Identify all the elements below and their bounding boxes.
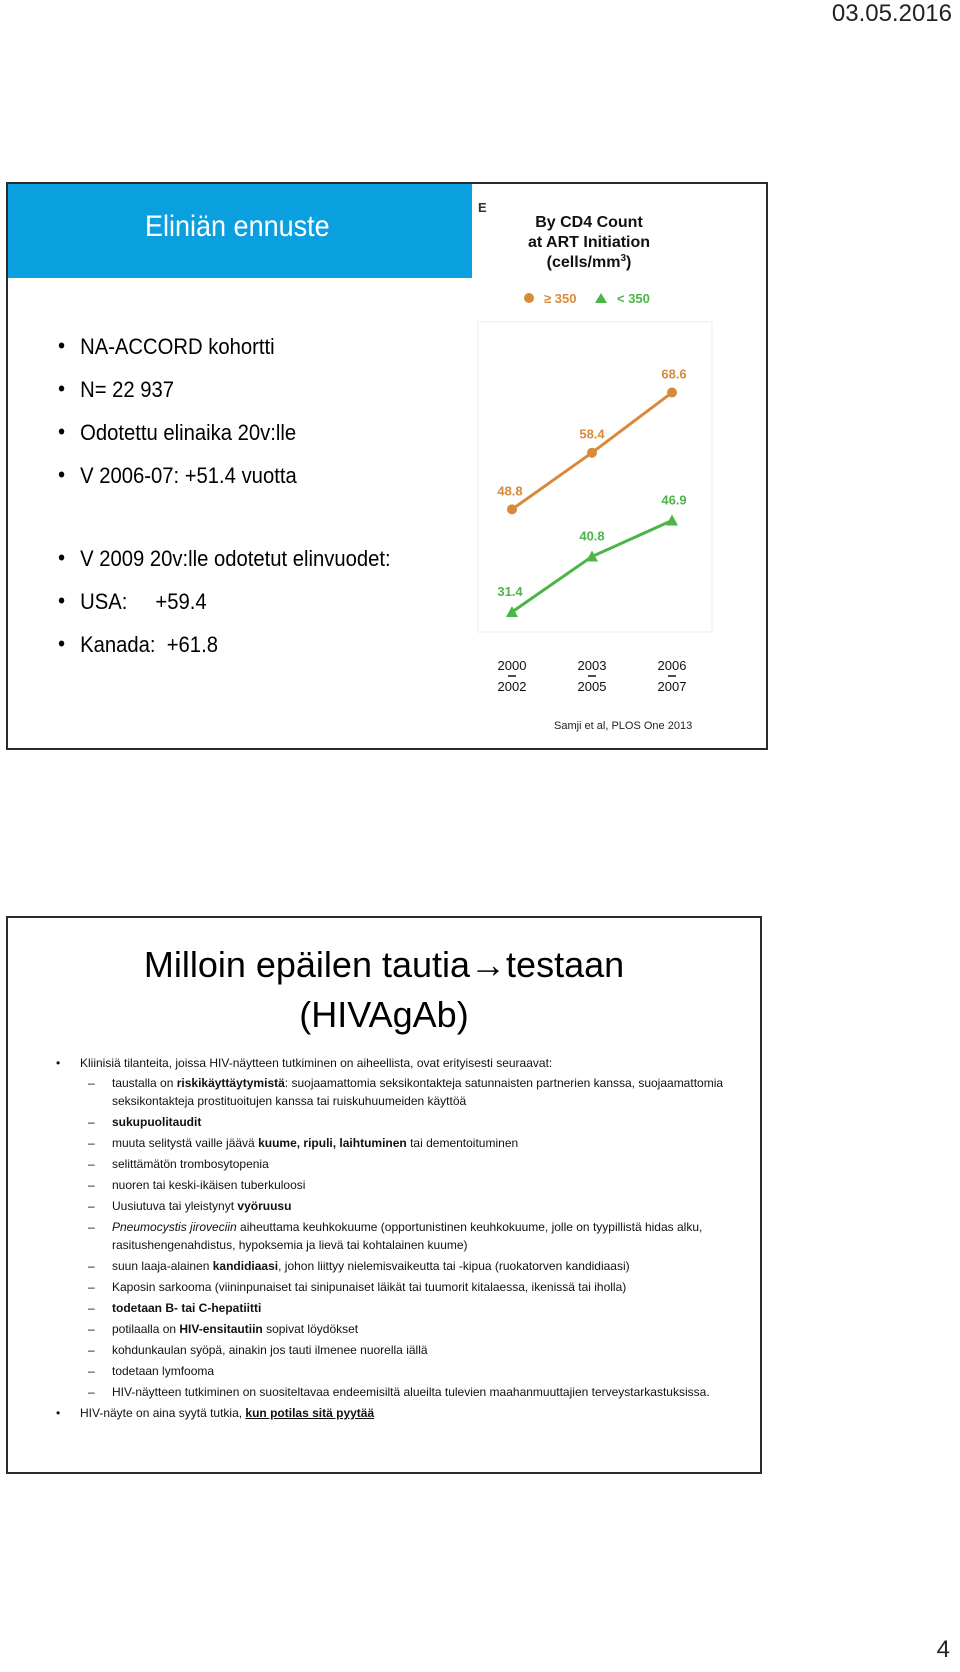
title-part-3: (HIVAgAb) [299, 994, 469, 1035]
bullet-item: • Kanada: +61.8 [58, 632, 391, 675]
slide-title: Eliniän ennuste [145, 210, 330, 243]
sub-item-text: potilaalla on [112, 1322, 180, 1336]
slide-title [8, 940, 760, 1040]
bullet-item: • V 2006-07: +51.4 vuotta [58, 463, 391, 506]
sub-item [80, 1074, 732, 1110]
sub-item-bold: vyöruusu [237, 1199, 292, 1213]
chart-title-unit-prefix: (cells/mm [546, 254, 621, 271]
bullet-item: • Odotettu elinaika 20v:lle [58, 420, 391, 463]
chart-title-unit-sup: 3 [620, 253, 627, 264]
page-number: 4 [936, 1636, 950, 1663]
sub-item-bold: HIV-ensitautiin [179, 1322, 263, 1336]
sub-item-bold: kandidiaasi [212, 1259, 279, 1273]
category-tick-label: 2000 [497, 658, 527, 673]
list-item-intro [52, 1054, 732, 1401]
slide-when-to-test [6, 916, 762, 1474]
sub-item-text: suun laaja-alainen [112, 1259, 213, 1273]
legend-label-ge350: ≥ 350 [544, 291, 577, 306]
sub-item [80, 1113, 732, 1131]
life-expectancy-chart [472, 200, 762, 745]
sub-item-italic: Pneumocystis jiroveciin [112, 1220, 237, 1234]
arrow-icon: → [470, 944, 507, 985]
category-tick-label: 2007 [657, 679, 687, 694]
data-label: 40.8 [579, 528, 605, 544]
category-tick-label: 2002 [497, 679, 527, 694]
sub-item [80, 1320, 732, 1338]
data-label: 48.8 [497, 483, 523, 499]
sub-item: – selittämätön trombosytopenia [80, 1155, 732, 1173]
chart-title-line-2: at ART Initiation [527, 234, 651, 251]
chart-svg [472, 200, 762, 720]
sub-item-text: taustalla on [112, 1076, 177, 1090]
chart-title-line-3 [547, 253, 632, 271]
sub-item [80, 1218, 732, 1254]
sub-item-text: Uusiutuva tai yleistynyt [112, 1199, 238, 1213]
data-point [507, 504, 517, 514]
bullet-item: • N= 22 937 [58, 377, 391, 420]
last-text: HIV-näyte on aina syytä tutkia, [80, 1406, 246, 1420]
sub-item-text: sopivat löydökset [262, 1322, 359, 1336]
indication-list [52, 1054, 732, 1422]
bullet-item: • USA: +59.4 [58, 589, 391, 632]
data-label: 31.4 [497, 584, 523, 599]
data-point [667, 388, 677, 398]
data-label: 58.4 [579, 426, 605, 442]
data-label: 68.6 [661, 366, 687, 382]
sub-item [80, 1134, 732, 1152]
chart-title-unit-suffix: ) [626, 254, 632, 271]
sub-item [80, 1299, 732, 1317]
category-tick-label: 2003 [577, 658, 607, 673]
title-part-1: Milloin epäilen tautia [143, 944, 471, 985]
sub-item-bold: kuume, ripuli, laihtuminen [258, 1136, 407, 1150]
data-label: 46.9 [661, 492, 687, 508]
sub-item-text: : suojaamattomia seksikontakteja satunnaisten partnerien kanssa, suojaamattomia seksikontakteja prostituoitujen kanssa tai ruiskuhuumeiden käyttöä [112, 1076, 724, 1108]
page-date: 03.05.2016 [831, 0, 952, 27]
slide-title-bar [8, 184, 472, 278]
panel-letter: E [478, 200, 487, 215]
sub-item: – nuoren tai keski-ikäisen tuberkuloosi [80, 1176, 732, 1194]
legend-label-lt350: < 350 [617, 291, 650, 306]
sub-item: – todetaan lymfooma [80, 1362, 732, 1380]
list-item-last [52, 1404, 732, 1422]
last-text-emphasis: kun potilas sitä pyytää [245, 1406, 375, 1420]
sub-item-bold: riskikäyttäytymistä [176, 1076, 285, 1090]
chart-title-line-1: By CD4 Count [535, 214, 643, 231]
sub-item-text: , johon liittyy nielemisvaikeutta tai -kipua (ruokatorven kandidiaasi) [278, 1259, 630, 1273]
legend-marker-lt350 [595, 293, 607, 303]
intro-text: Kliinisiä tilanteita, joissa HIV-näytteen tutkiminen on aiheellista, ovat erityisesti seuraavat: [80, 1056, 553, 1070]
bullet-item: • NA-ACCORD kohortti [58, 334, 391, 377]
sub-item-text: muuta selitystä vaille jäävä [112, 1136, 259, 1150]
category-tick-label: 2006 [657, 658, 687, 673]
sub-item-text: tai dementoituminen [406, 1136, 519, 1150]
sub-list [80, 1074, 732, 1401]
sub-item [80, 1197, 732, 1215]
title-part-2: testaan [506, 944, 625, 985]
data-point [587, 448, 597, 458]
sub-item: – kohdunkaulan syöpä, ainakin jos tauti ilmenee nuorella iällä [80, 1341, 732, 1359]
bullet-item: • V 2009 20v:lle odotetut elinvuodet: [58, 546, 391, 589]
sub-item-bold: sukupuolitaudit [112, 1115, 202, 1129]
sub-item-bold: todetaan B- tai C-hepatiitti [112, 1301, 262, 1315]
bullet-list [58, 334, 420, 675]
chart-source: Samji et al, PLOS One 2013 [554, 720, 693, 732]
sub-item-text: aiheuttama keuhkokuume (opportunistinen keuhkokuume, jolle on tyypillistä hidas alku, rasitushengenahdistus, hypoksemia ja lievä tai kohtalainen kuume) [112, 1220, 703, 1252]
category-axis [498, 658, 687, 694]
sub-item: – HIV-näytteen tutkiminen on suositeltavaa endeemisiltä alueilta tulevien maahanmuuttajien terveystarkastuksissa. [80, 1383, 732, 1401]
sub-item [80, 1257, 732, 1275]
category-tick-label: 2005 [577, 679, 607, 694]
legend-marker-ge350 [524, 293, 534, 303]
sub-item: – Kaposin sarkooma (viininpunaiset tai sinipunaiset läikät tai tuumorit kitalaessa, ikenissä tai iholla) [80, 1278, 732, 1296]
slide-life-expectancy [6, 182, 768, 750]
